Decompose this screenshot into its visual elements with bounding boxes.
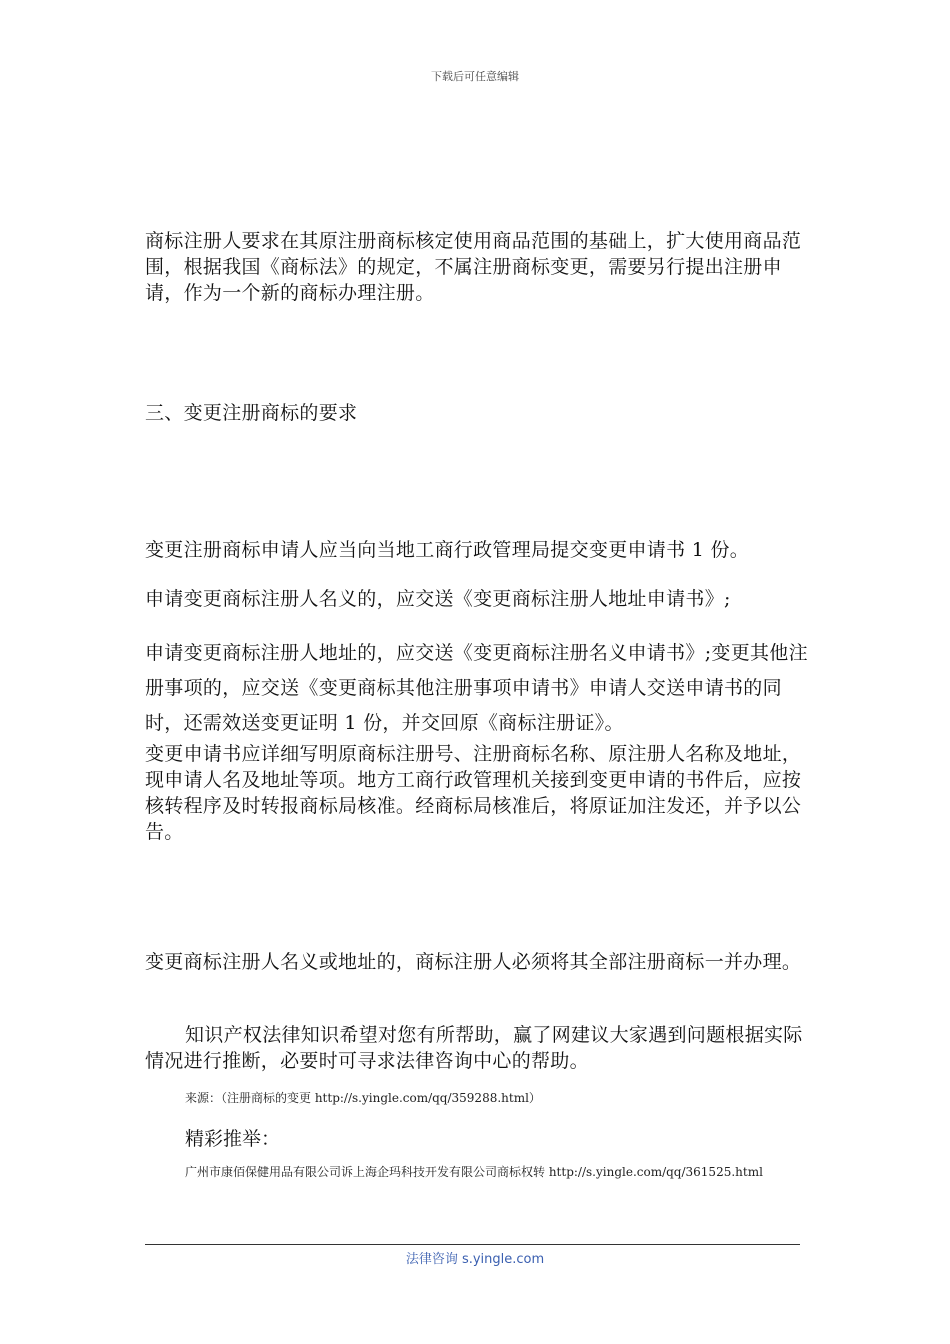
paragraph-address-change	[145, 636, 810, 845]
header-note: 下载后可任意编辑	[431, 70, 519, 83]
paragraph-name-change: 申请变更商标注册人名义的，应交送《变更商标注册人地址申请书》;	[145, 588, 731, 610]
source-link[interactable]: 来源：（注册商标的变更 http://s.yingle.com/qq/359288.html）	[185, 1091, 541, 1105]
paragraph-address-change-part-1: 申请变更商标注册人地址的，应交送《变更商标注册名义申请书》;变更其他注册事项的，应交送《变更商标其他注册事项申请书》申请人交送申请书的同时，还需效送变更证明 1 份，并交回原《商标注册证》。	[145, 642, 808, 734]
paragraph-all-marks: 变更商标注册人名义或地址的，商标注册人必须将其全部注册商标一并办理。	[145, 951, 802, 973]
footer-divider	[145, 1244, 800, 1245]
recommend-item-link[interactable]: 广州市康佰保健用品有限公司诉上海企玛科技开发有限公司商标权转 http://s.yingle.com/qq/361525.html	[185, 1165, 763, 1179]
paragraph-closing: 知识产权法律知识希望对您有所帮助，赢了网建议大家遇到问题根据实际情况进行推断，必要时可寻求法律咨询中心的帮助。	[145, 1024, 803, 1072]
section-heading: 三、变更注册商标的要求	[145, 402, 358, 424]
paragraph-address-change-part-2: 变更申请书应详细写明原商标注册号、注册商标名称、原注册人名称及地址，现申请人名及地址等项。地方工商行政管理机关接到变更申请的书件后，应按核转程序及时转报商标局核准。经商标局核准后，将原证加注发还，并予以公告。	[145, 743, 802, 843]
recommend-title: 精彩推举：	[185, 1128, 281, 1150]
paragraph-expand-scope: 商标注册人要求在其原注册商标核定使用商品范围的基础上，扩大使用商品范围，根据我国《商标法》的规定，不属注册商标变更，需要另行提出注册申请，作为一个新的商标办理注册。	[145, 230, 802, 304]
paragraph-application: 变更注册商标申请人应当向当地工商行政管理局提交变更申请书 1 份。	[145, 539, 750, 561]
footer-link[interactable]: 法律咨询 s.yingle.com	[405, 1252, 545, 1267]
